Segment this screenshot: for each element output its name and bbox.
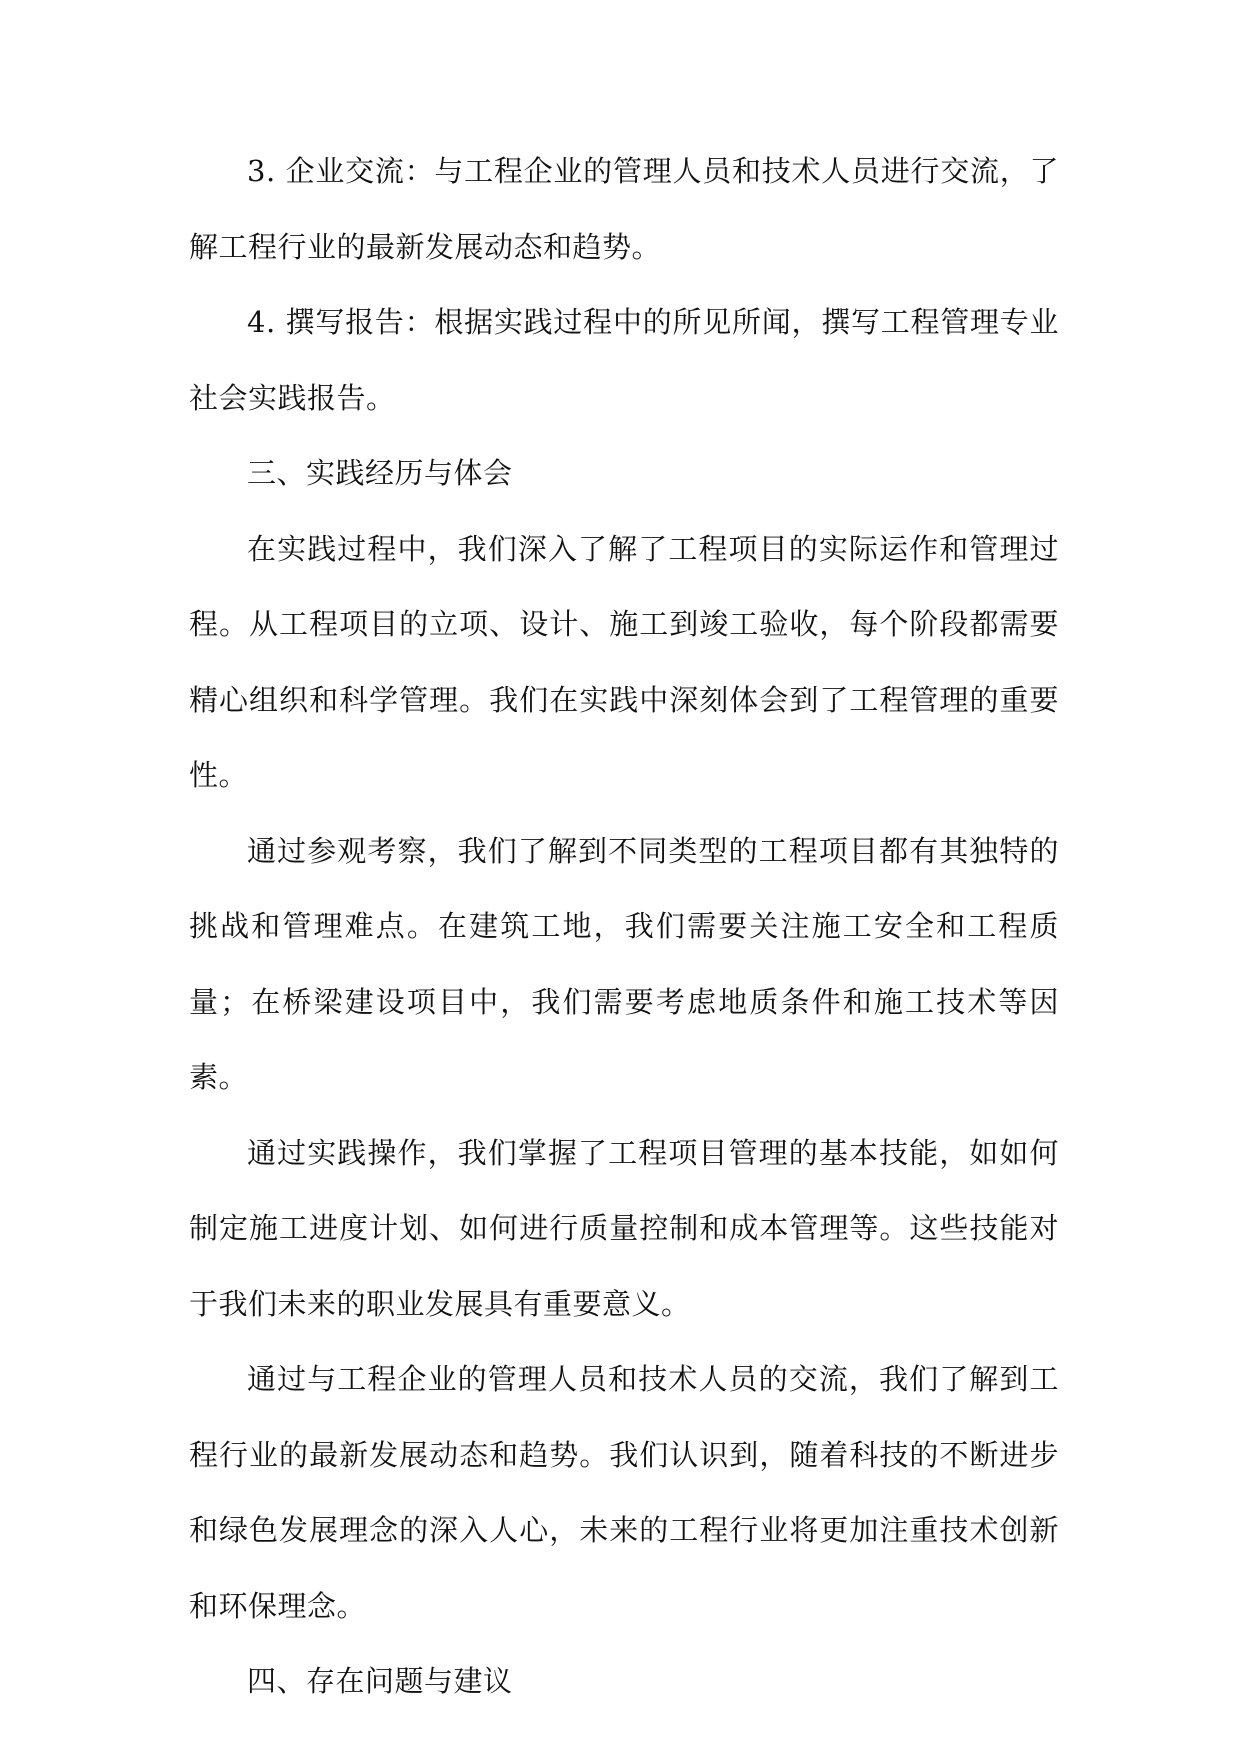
paragraph-site-visits: 通过参观考察，我们了解到不同类型的工程项目都有其独特的挑战和管理难点。在建筑工地，我们需要关注施工安全和工程质量；在桥梁建设项目中，我们需要考虑地质条件和施工技术等因素。 xyxy=(189,833,1059,1094)
section-heading-practice-experience: 三、实践经历与体会 xyxy=(247,456,513,490)
list-item-write-report: 4. 撰写报告：根据实践过程中的所见所闻，撰写工程管理专业社会实践报告。 xyxy=(189,305,1059,415)
paragraph-industry-exchange: 通过与工程企业的管理人员和技术人员的交流，我们了解到工程行业的最新发展动态和趋势。我们认识到，随着科技的不断进步和绿色发展理念的深入人心，未来的工程行业将更加注重技术创新和环保理念。 xyxy=(189,1362,1059,1623)
paragraph-practice-process: 在实践过程中，我们深入了解了工程项目的实际运作和管理过程。从工程项目的立项、设计、施工到竣工验收，每个阶段都需要精心组织和科学管理。我们在实践中深刻体会到了工程管理的重要性。 xyxy=(189,531,1059,792)
paragraph-practical-skills: 通过实践操作，我们掌握了工程项目管理的基本技能，如如何制定施工进度计划、如何进行质量控制和成本管理等。这些技能对于我们未来的职业发展具有重要意义。 xyxy=(189,1135,1059,1321)
document-body xyxy=(189,134,1059,1720)
list-item-enterprise-exchange: 3. 企业交流：与工程企业的管理人员和技术人员进行交流，了解工程行业的最新发展动态和趋势。 xyxy=(189,154,1059,264)
section-heading-problems-suggestions: 四、存在问题与建议 xyxy=(247,1664,513,1698)
